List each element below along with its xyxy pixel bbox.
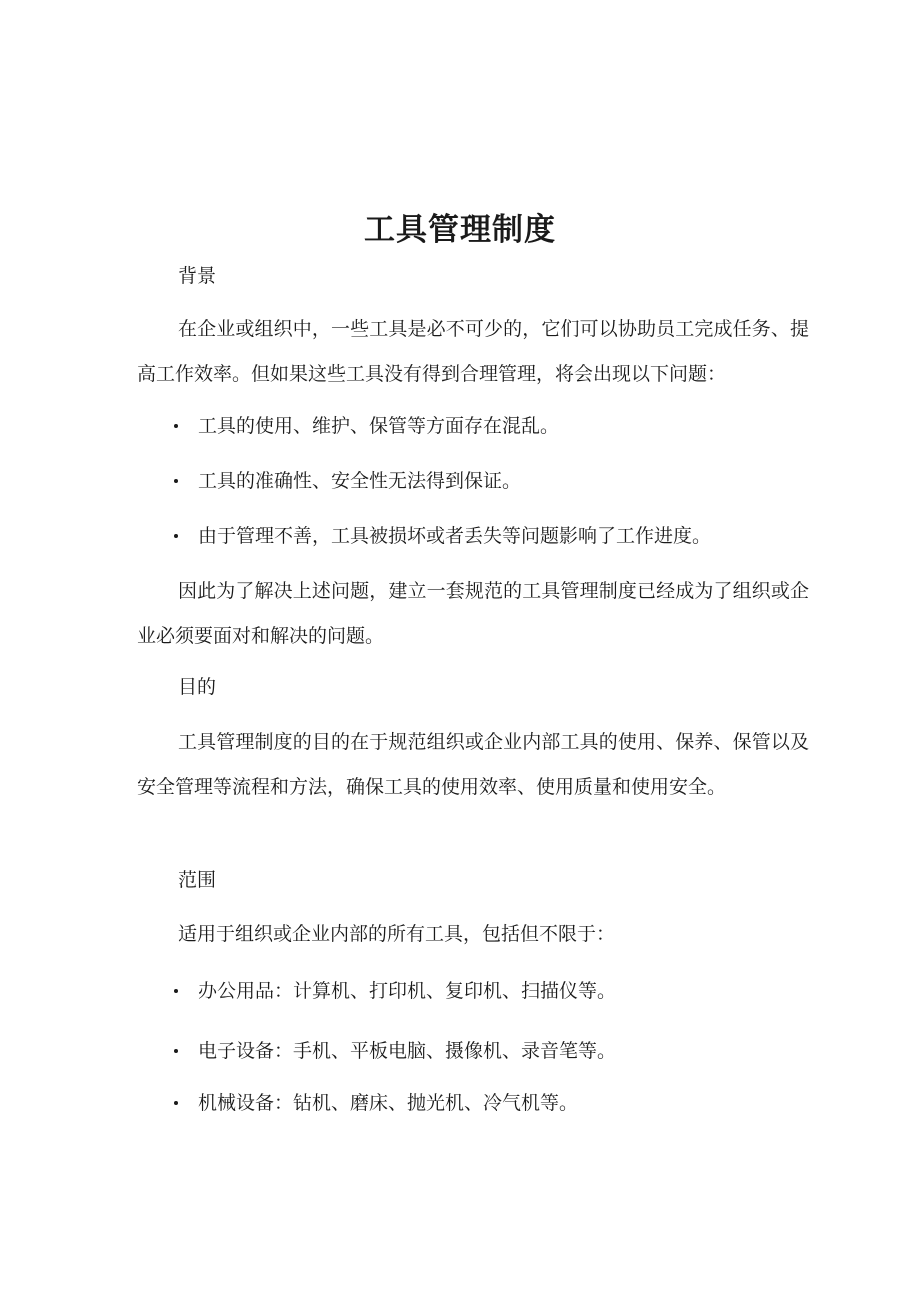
- section-heading-background: 背景: [178, 265, 217, 287]
- bullet-icon: [174, 1049, 178, 1053]
- bullet-icon: [174, 989, 178, 993]
- list-item: [174, 977, 616, 1005]
- section-heading-purpose: 目的: [178, 676, 217, 698]
- list-item-text: 办公用品：计算机、打印机、复印机、扫描仪等。: [198, 980, 617, 1002]
- list-item-text: 由于管理不善，工具被损坏或者丢失等问题影响了工作进度。: [198, 525, 712, 547]
- section-heading-scope: 范围: [178, 869, 217, 891]
- list-item: [174, 1037, 616, 1065]
- list-item-text: 工具的使用、维护、保管等方面存在混乱。: [198, 415, 560, 437]
- list-item: [174, 1089, 578, 1117]
- list-item: [174, 467, 521, 495]
- bullet-icon: [174, 1101, 178, 1105]
- bullet-icon: [174, 424, 178, 428]
- bullet-icon: [174, 534, 178, 538]
- document-title: 工具管理制度: [364, 212, 556, 248]
- list-item-text: 电子设备：手机、平板电脑、摄像机、录音笔等。: [198, 1040, 617, 1062]
- purpose-paragraph: 工具管理制度的目的在于规范组织或企业内部工具的使用、保养、保管以及安全管理等流程和方法，确保工具的使用效率、使用质量和使用安全。: [137, 731, 809, 798]
- background-closing-paragraph: 因此为了解决上述问题，建立一套规范的工具管理制度已经成为了组织或企业必须要面对和解决的问题。: [137, 580, 809, 647]
- list-item: [174, 522, 711, 550]
- list-item-text: 工具的准确性、安全性无法得到保证。: [198, 470, 522, 492]
- list-item-text: 机械设备：钻机、磨床、抛光机、冷气机等。: [198, 1092, 579, 1114]
- scope-intro: 适用于组织或企业内部的所有工具，包括但不限于：: [178, 923, 616, 945]
- list-item: [174, 412, 559, 440]
- background-paragraph: 在企业或组织中，一些工具是必不可少的，它们可以协助员工完成任务、提高工作效率。但如果这些工具没有得到合理管理，将会出现以下问题：: [137, 318, 809, 385]
- bullet-icon: [174, 479, 178, 483]
